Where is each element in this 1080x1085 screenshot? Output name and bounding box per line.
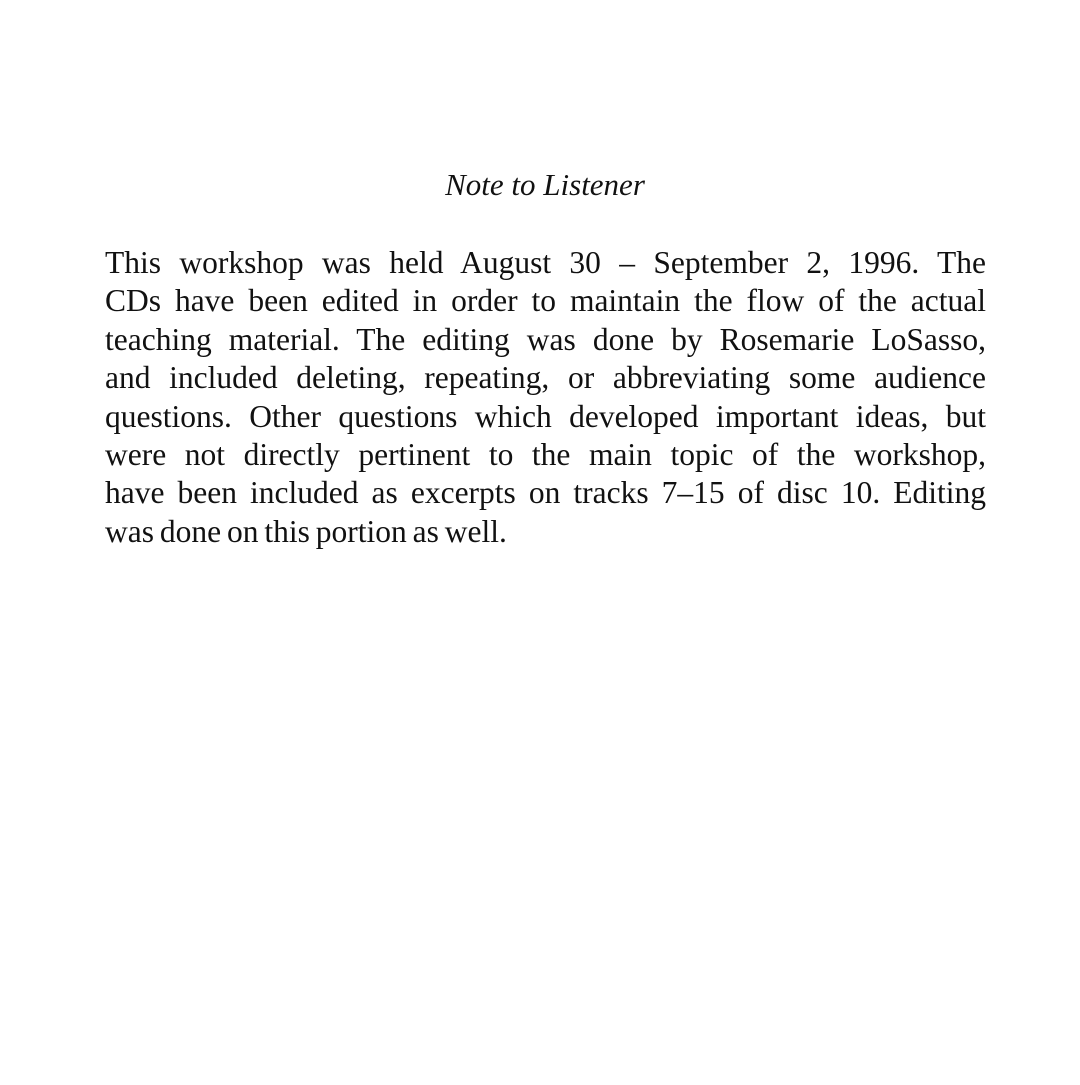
paragraph-line: questions. Other questions which developed important ideas, but bbox=[105, 398, 986, 434]
page-title: Note to Listener bbox=[445, 167, 645, 202]
paragraph-line: teaching material. The editing was done by Rosemarie LoSasso, bbox=[105, 321, 986, 357]
paragraph-line: CDs have been edited in order to maintain the flow of the actual bbox=[105, 283, 986, 319]
paragraph-line: was done on this portion as well. bbox=[105, 513, 507, 549]
paragraph-line: and included deleting, repeating, or abbreviating some audience bbox=[105, 360, 986, 396]
note-paragraph bbox=[105, 244, 986, 551]
paragraph-line: This workshop was held August 30 – September 2, 1996. The bbox=[105, 245, 986, 280]
paragraph-line: have been included as excerpts on tracks 7–15 of disc 10. Editing bbox=[105, 475, 986, 511]
paragraph-line: were not directly pertinent to the main topic of the workshop, bbox=[105, 437, 986, 473]
